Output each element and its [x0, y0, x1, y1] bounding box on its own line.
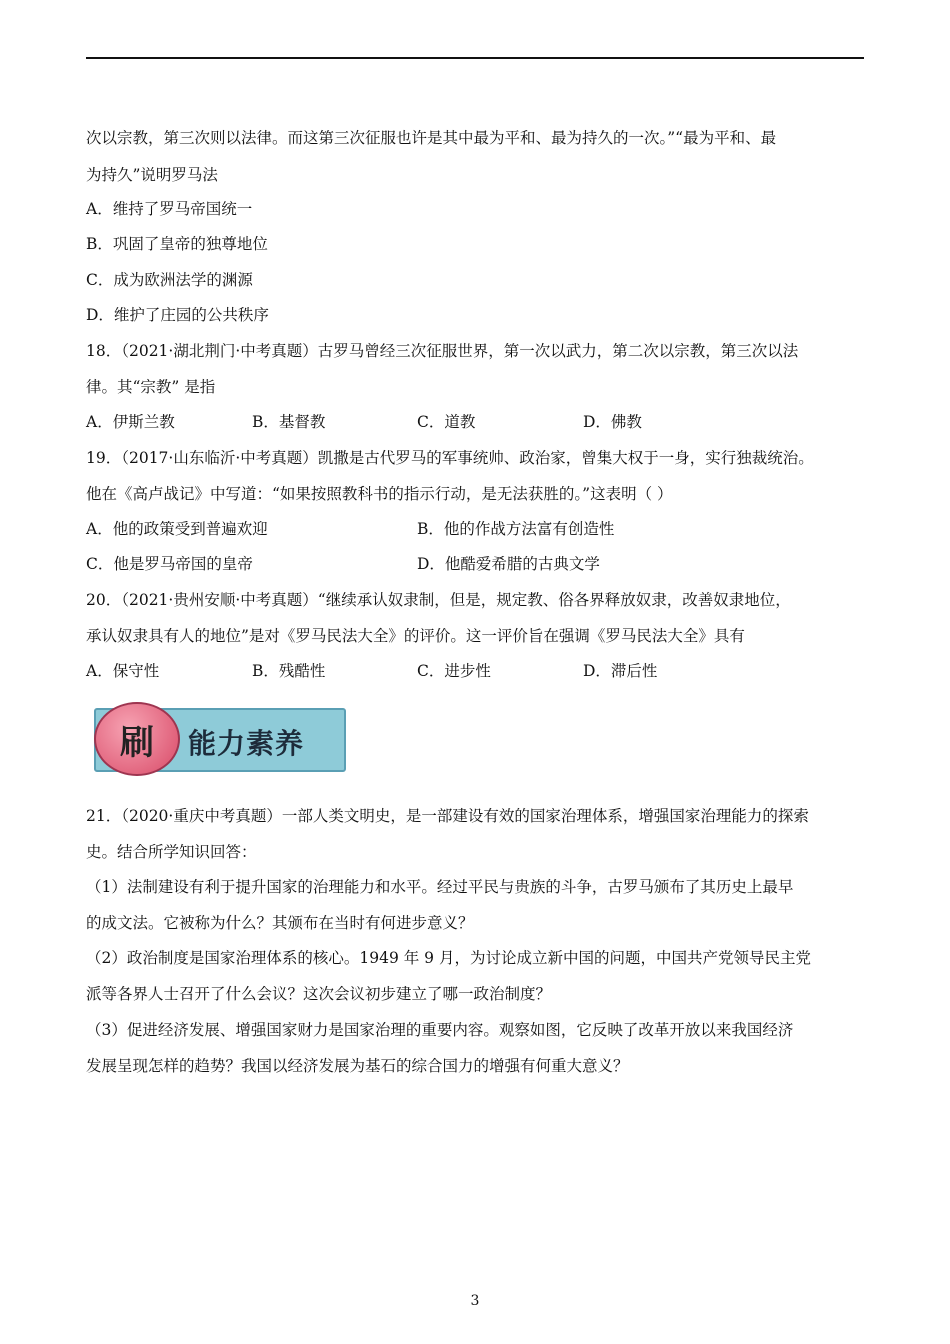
q20-option-c: C．进步性 — [417, 662, 491, 680]
q18-option-a: A．伊斯兰教 — [86, 413, 175, 431]
q18-option-d: D．佛教 — [583, 413, 642, 431]
q21-part3-line-1: （3）促进经济发展、增强国家财力是国家治理的重要内容。观察如图，它反映了改革开放以来我国经济 — [86, 1021, 794, 1039]
q19-stem-line-2: 他在《高卢战记》中写道：“如果按照教科书的指示行动，是无法获胜的。”这表明（ ） — [86, 485, 673, 503]
q19-option-b: B．他的作战方法富有创造性 — [417, 520, 615, 538]
q21-part2-line-2: 派等各界人士召开了什么会议？这次会议初步建立了哪一政治制度？ — [86, 985, 552, 1003]
q17-option-c: C．成为欧洲法学的渊源 — [86, 271, 253, 289]
q21-part1-line-1: （1）法制建设有利于提升国家的治理能力和水平。经过平民与贵族的斗争，古罗马颁布了其历史上最早 — [86, 878, 794, 896]
q21-stem-line-2: 史。结合所学知识回答： — [86, 843, 257, 861]
q18-stem-line-1: 18．（2021·湖北荆门·中考真题）古罗马曾经三次征服世界，第一次以武力，第二次以宗教，第三次以法 — [86, 342, 799, 360]
q20-option-a: A．保守性 — [86, 662, 160, 680]
intro-line-2: 为持久”说明罗马法 — [86, 166, 218, 184]
q17-option-d: D．维护了庄园的公共秩序 — [86, 306, 269, 324]
page-number: 3 — [470, 1293, 480, 1309]
q19-option-a: A．他的政策受到普遍欢迎 — [86, 520, 268, 538]
banner-badge: 刷 — [94, 702, 180, 776]
q17-option-b: B．巩固了皇帝的独尊地位 — [86, 235, 268, 253]
intro-line-1: 次以宗教，第三次则以法律。而这第三次征服也许是其中最为平和、最为持久的一次。”“最为平和、最 — [86, 129, 777, 147]
q20-stem-line-1: 20．（2021·贵州安顺·中考真题）“继续承认奴隶制，但是，规定教、俗各界释放奴隶，改善奴隶地位， — [86, 591, 791, 609]
q17-option-a: A．维持了罗马帝国统一 — [86, 200, 253, 218]
q20-stem-line-2: 承认奴隶具有人的地位”是对《罗马民法大全》的评价。这一评价旨在强调《罗马民法大全》具有 — [86, 627, 745, 645]
q18-option-c: C．道教 — [417, 413, 476, 431]
header-rule — [86, 57, 864, 59]
q20-option-d: D．滞后性 — [583, 662, 658, 680]
q19-stem-line-1: 19．（2017·山东临沂·中考真题）凯撒是古代罗马的军事统帅、政治家，曾集大权于一身，实行独裁统治。 — [86, 449, 814, 467]
q21-part1-line-2: 的成文法。它被称为什么？其颁布在当时有何进步意义？ — [86, 914, 474, 932]
q20-option-b: B．残酷性 — [252, 662, 326, 680]
q19-option-c: C．他是罗马帝国的皇帝 — [86, 555, 253, 573]
q18-stem-line-2: 律。其“宗教” 是指 — [86, 378, 216, 396]
q19-option-d: D．他酷爱希腊的古典文学 — [417, 555, 600, 573]
q21-part2-line-1: （2）政治制度是国家治理体系的核心。1949 年 9 月，为讨论成立新中国的问题，中国共产党领导民主党 — [86, 949, 811, 967]
q18-option-b: B．基督教 — [252, 413, 326, 431]
q21-part3-line-2: 发展呈现怎样的趋势？我国以经济发展为基石的综合国力的增强有何重大意义？ — [86, 1057, 629, 1075]
banner-title: 能力素养 — [188, 727, 305, 760]
section-banner — [92, 702, 348, 774]
q21-stem-line-1: 21．（2020·重庆中考真题）一部人类文明史，是一部建设有效的国家治理体系，增强国家治理能力的探索 — [86, 807, 809, 825]
